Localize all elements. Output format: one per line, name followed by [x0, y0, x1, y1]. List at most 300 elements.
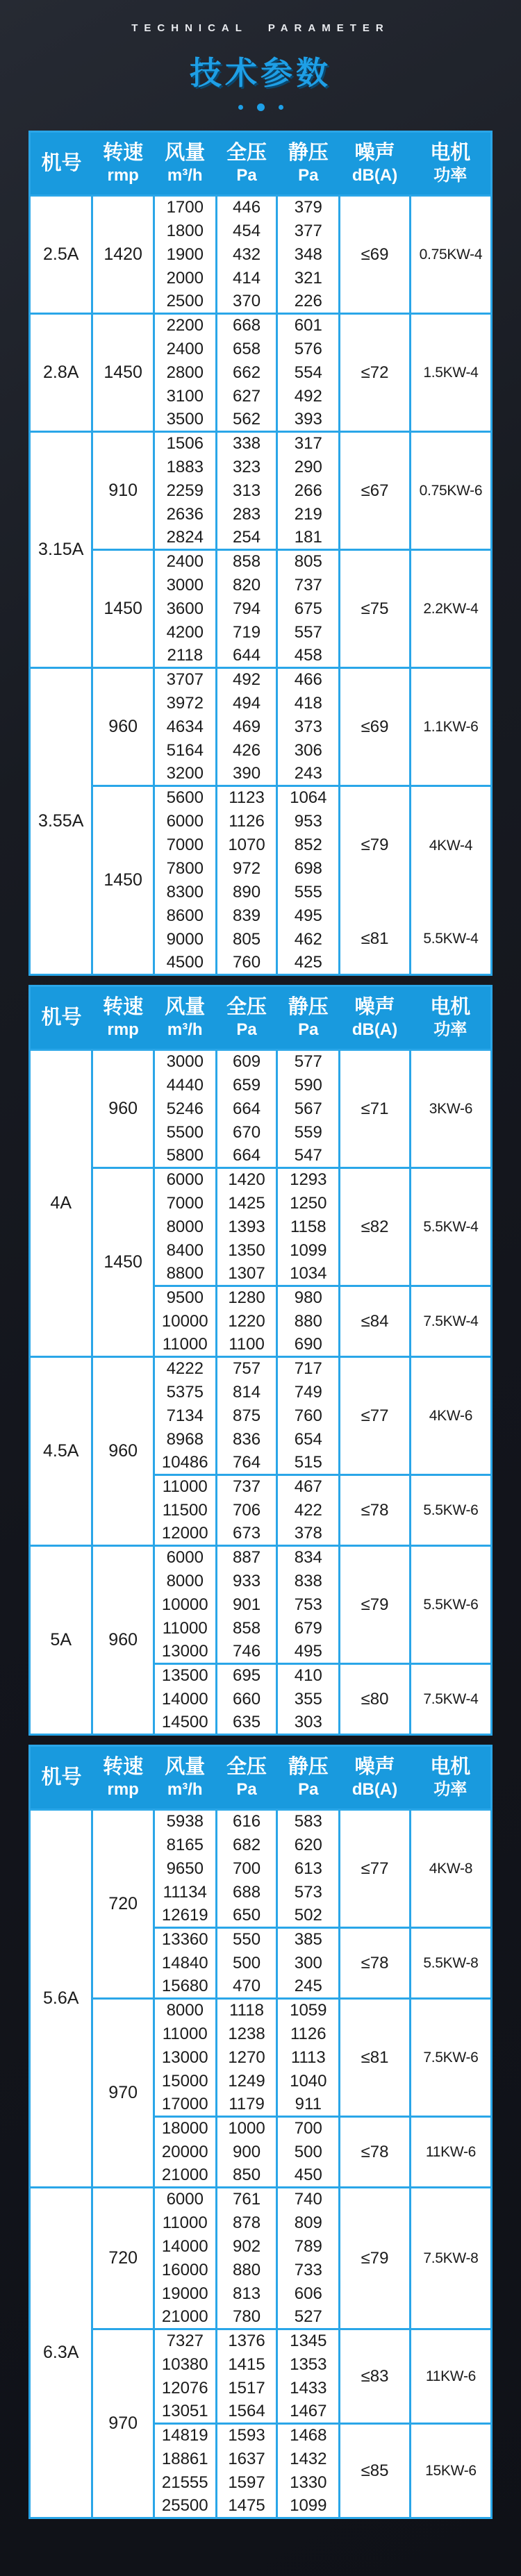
total-pressure-cell: 688 [216, 1881, 277, 1904]
flow-cell: 7327 [154, 2329, 216, 2353]
flow-cell: 4222 [154, 1357, 216, 1381]
total-pressure-cell: 890 [216, 881, 277, 904]
flow-cell: 13051 [154, 2400, 216, 2424]
column-header: 噪声 dB(A) [340, 1746, 411, 1810]
total-pressure-cell: 446 [216, 196, 277, 219]
static-pressure-cell: 500 [277, 2141, 340, 2164]
flow-cell: 8400 [154, 1239, 216, 1263]
static-pressure-cell: 373 [277, 715, 340, 739]
total-pressure-cell: 902 [216, 2235, 277, 2259]
static-pressure-cell: 422 [277, 1499, 340, 1522]
flow-cell: 2118 [154, 645, 216, 668]
static-pressure-cell: 527 [277, 2306, 340, 2329]
total-pressure-cell: 635 [216, 1711, 277, 1735]
static-pressure-cell: 378 [277, 1522, 340, 1546]
static-pressure-cell: 980 [277, 1286, 340, 1310]
flow-cell: 12076 [154, 2377, 216, 2400]
total-pressure-cell: 737 [216, 1475, 277, 1499]
flow-cell: 12619 [154, 1904, 216, 1928]
flow-cell: 7134 [154, 1404, 216, 1428]
flow-cell: 1700 [154, 196, 216, 219]
table-row [30, 1810, 492, 1834]
column-header: 静压 Pa [277, 986, 340, 1050]
motor-cell: 7.5KW-4 [410, 1286, 491, 1357]
table-row [30, 1168, 492, 1192]
total-pressure-cell: 660 [216, 1688, 277, 1711]
model-cell: 4.5A [30, 1357, 92, 1546]
flow-cell: 21000 [154, 2306, 216, 2329]
model-cell: 6.3A [30, 2188, 92, 2518]
static-pressure-cell: 1468 [277, 2424, 340, 2448]
total-pressure-cell: 901 [216, 1593, 277, 1617]
flow-cell: 8300 [154, 881, 216, 904]
flow-cell: 3707 [154, 668, 216, 692]
dot-icon [279, 105, 283, 110]
motor-cell: 1.5KW-4 [410, 314, 491, 432]
flow-cell: 14000 [154, 1688, 216, 1711]
column-header: 电机 功率 [410, 1746, 491, 1810]
table-row [30, 432, 492, 456]
total-pressure-cell: 858 [216, 550, 277, 574]
total-pressure-cell: 1220 [216, 1310, 277, 1333]
static-pressure-cell: 1064 [277, 786, 340, 810]
total-pressure-cell: 1118 [216, 1999, 277, 2022]
total-pressure-cell: 426 [216, 739, 277, 763]
noise-cell: ≤81 [340, 1999, 411, 2117]
total-pressure-cell: 470 [216, 1975, 277, 1999]
static-pressure-cell: 355 [277, 1688, 340, 1711]
column-header: 转速 rmp [92, 132, 154, 196]
static-pressure-cell: 675 [277, 597, 340, 621]
flow-cell: 5500 [154, 1121, 216, 1145]
tables-container [0, 131, 521, 2519]
model-cell: 2.8A [30, 314, 92, 432]
motor-cell: 2.2KW-4 [410, 550, 491, 668]
static-pressure-cell: 393 [277, 408, 340, 432]
table-row [30, 2188, 492, 2211]
static-pressure-cell: 1158 [277, 1215, 340, 1239]
flow-cell: 3972 [154, 692, 216, 715]
total-pressure-cell: 1000 [216, 2117, 277, 2141]
total-pressure-cell: 494 [216, 692, 277, 715]
static-pressure-cell: 458 [277, 645, 340, 668]
flow-cell: 11000 [154, 2211, 216, 2235]
flow-cell: 4200 [154, 621, 216, 645]
motor-cell: 5.5KW-4 [410, 1168, 491, 1286]
total-pressure-cell: 875 [216, 1404, 277, 1428]
total-pressure-cell: 627 [216, 385, 277, 408]
column-header: 转速 rmp [92, 986, 154, 1050]
flow-cell: 17000 [154, 2093, 216, 2117]
table-row [30, 550, 492, 574]
eyebrow-title: TECHNICAL PARAMETER [131, 22, 390, 34]
noise-cell: ≤78 [340, 2117, 411, 2188]
static-pressure-cell: 953 [277, 810, 340, 833]
model-cell: 3.55A [30, 668, 92, 975]
static-pressure-cell: 620 [277, 1834, 340, 1857]
total-pressure-cell: 338 [216, 432, 277, 456]
flow-cell: 21000 [154, 2164, 216, 2188]
noise-cell: ≤78 [340, 1928, 411, 1999]
flow-cell: 8600 [154, 904, 216, 928]
static-pressure-cell: 733 [277, 2259, 340, 2282]
flow-cell: 12000 [154, 1522, 216, 1546]
static-pressure-cell: 740 [277, 2188, 340, 2211]
static-pressure-cell: 1467 [277, 2400, 340, 2424]
total-pressure-cell: 719 [216, 621, 277, 645]
table-row [30, 1546, 492, 1570]
total-pressure-cell: 1100 [216, 1333, 277, 1357]
total-pressure-cell: 659 [216, 1074, 277, 1097]
static-pressure-cell: 467 [277, 1475, 340, 1499]
static-pressure-cell: 583 [277, 1810, 340, 1834]
table-row [30, 1050, 492, 1074]
total-pressure-cell: 550 [216, 1928, 277, 1952]
total-pressure-cell: 1126 [216, 810, 277, 833]
column-header: 全压 Pa [216, 1746, 277, 1810]
flow-cell: 1900 [154, 243, 216, 267]
noise-cell: ≤69 [340, 668, 411, 786]
noise-cell: ≤79 [340, 2188, 411, 2329]
flow-cell: 2400 [154, 338, 216, 361]
static-pressure-cell: 226 [277, 290, 340, 314]
total-pressure-cell: 390 [216, 763, 277, 786]
total-pressure-cell: 805 [216, 928, 277, 952]
total-pressure-cell: 1425 [216, 1192, 277, 1215]
static-pressure-cell: 462 [277, 928, 340, 952]
flow-cell: 11134 [154, 1881, 216, 1904]
noise-cell: ≤79 [340, 1546, 411, 1664]
static-pressure-cell: 679 [277, 1617, 340, 1640]
total-pressure-cell: 695 [216, 1664, 277, 1688]
flow-cell: 18000 [154, 2117, 216, 2141]
total-pressure-cell: 746 [216, 1640, 277, 1664]
static-pressure-cell: 495 [277, 904, 340, 928]
static-pressure-cell: 1330 [277, 2471, 340, 2495]
total-pressure-cell: 1179 [216, 2093, 277, 2117]
total-pressure-cell: 370 [216, 290, 277, 314]
flow-cell: 11000 [154, 2022, 216, 2046]
static-pressure-cell: 717 [277, 1357, 340, 1381]
total-pressure-cell: 850 [216, 2164, 277, 2188]
total-pressure-cell: 757 [216, 1357, 277, 1381]
total-pressure-cell: 609 [216, 1050, 277, 1074]
total-pressure-cell: 933 [216, 1570, 277, 1593]
static-pressure-cell: 502 [277, 1904, 340, 1928]
total-pressure-cell: 780 [216, 2306, 277, 2329]
spec-table-medium-models [28, 985, 493, 1736]
total-pressure-cell: 313 [216, 479, 277, 503]
static-pressure-cell: 495 [277, 1640, 340, 1664]
total-pressure-cell: 814 [216, 1381, 277, 1404]
flow-cell: 3200 [154, 763, 216, 786]
static-pressure-cell: 577 [277, 1050, 340, 1074]
motor-cell: 1.1KW-6 [410, 668, 491, 786]
total-pressure-cell: 900 [216, 2141, 277, 2164]
static-pressure-cell: 303 [277, 1711, 340, 1735]
static-pressure-cell: 690 [277, 1333, 340, 1357]
flow-cell: 5246 [154, 1097, 216, 1121]
flow-cell: 25500 [154, 2495, 216, 2518]
total-pressure-cell: 1420 [216, 1168, 277, 1192]
total-pressure-cell: 500 [216, 1952, 277, 1975]
static-pressure-cell: 880 [277, 1310, 340, 1333]
static-pressure-cell: 321 [277, 267, 340, 290]
static-pressure-cell: 547 [277, 1145, 340, 1168]
column-header: 电机 功率 [410, 986, 491, 1050]
static-pressure-cell: 737 [277, 574, 340, 597]
flow-cell: 5938 [154, 1810, 216, 1834]
static-pressure-cell: 852 [277, 833, 340, 857]
total-pressure-cell: 664 [216, 1145, 277, 1168]
total-pressure-cell: 670 [216, 1121, 277, 1145]
flow-cell: 4634 [154, 715, 216, 739]
total-pressure-cell: 1307 [216, 1263, 277, 1286]
static-pressure-cell: 559 [277, 1121, 340, 1145]
static-pressure-cell: 1433 [277, 2377, 340, 2400]
static-pressure-cell: 1113 [277, 2046, 340, 2070]
total-pressure-cell: 668 [216, 314, 277, 338]
motor-cell: 5.5KW-4 [410, 904, 491, 975]
flow-cell: 21555 [154, 2471, 216, 2495]
total-pressure-cell: 1597 [216, 2471, 277, 2495]
model-cell: 5A [30, 1546, 92, 1735]
flow-cell: 6000 [154, 1168, 216, 1192]
flow-cell: 5164 [154, 739, 216, 763]
total-pressure-cell: 673 [216, 1522, 277, 1546]
flow-cell: 5800 [154, 1145, 216, 1168]
noise-cell: ≤77 [340, 1810, 411, 1928]
flow-cell: 13000 [154, 1640, 216, 1664]
column-header: 机号 [30, 986, 92, 1050]
static-pressure-cell: 379 [277, 196, 340, 219]
column-header: 静压 Pa [277, 132, 340, 196]
flow-cell: 3000 [154, 574, 216, 597]
static-pressure-cell: 601 [277, 314, 340, 338]
flow-cell: 14000 [154, 2235, 216, 2259]
total-pressure-cell: 813 [216, 2282, 277, 2306]
total-pressure-cell: 1123 [216, 786, 277, 810]
static-pressure-cell: 567 [277, 1097, 340, 1121]
flow-cell: 16000 [154, 2259, 216, 2282]
static-pressure-cell: 317 [277, 432, 340, 456]
total-pressure-cell: 1238 [216, 2022, 277, 2046]
column-header: 噪声 dB(A) [340, 132, 411, 196]
noise-cell: ≤77 [340, 1357, 411, 1475]
flow-cell: 2500 [154, 290, 216, 314]
model-cell: 3.15A [30, 432, 92, 668]
total-pressure-cell: 664 [216, 1097, 277, 1121]
total-pressure-cell: 254 [216, 526, 277, 550]
static-pressure-cell: 1432 [277, 2448, 340, 2471]
total-pressure-cell: 323 [216, 456, 277, 479]
flow-cell: 11500 [154, 1499, 216, 1522]
flow-cell: 1883 [154, 456, 216, 479]
noise-cell: ≤82 [340, 1168, 411, 1286]
flow-cell: 3500 [154, 408, 216, 432]
motor-cell: 7.5KW-6 [410, 1999, 491, 2117]
total-pressure-cell: 887 [216, 1546, 277, 1570]
static-pressure-cell: 243 [277, 763, 340, 786]
flow-cell: 4500 [154, 952, 216, 975]
hero [0, 0, 521, 131]
flow-cell: 14500 [154, 1711, 216, 1735]
static-pressure-cell: 377 [277, 219, 340, 243]
static-pressure-cell: 911 [277, 2093, 340, 2117]
static-pressure-cell: 590 [277, 1074, 340, 1097]
static-pressure-cell: 554 [277, 361, 340, 385]
column-header: 风量 m³/h [154, 986, 216, 1050]
total-pressure-cell: 972 [216, 857, 277, 881]
total-pressure-cell: 878 [216, 2211, 277, 2235]
motor-cell: 5.5KW-6 [410, 1475, 491, 1546]
flow-cell: 9650 [154, 1857, 216, 1881]
static-pressure-cell: 450 [277, 2164, 340, 2188]
static-pressure-cell: 1034 [277, 1263, 340, 1286]
total-pressure-cell: 839 [216, 904, 277, 928]
static-pressure-cell: 606 [277, 2282, 340, 2306]
motor-cell: 15KW-6 [410, 2424, 491, 2518]
column-header: 噪声 dB(A) [340, 986, 411, 1050]
column-header: 风量 m³/h [154, 132, 216, 196]
static-pressure-cell: 809 [277, 2211, 340, 2235]
noise-cell: ≤84 [340, 1286, 411, 1357]
total-pressure-cell: 658 [216, 338, 277, 361]
static-pressure-cell: 466 [277, 668, 340, 692]
column-header: 机号 [30, 132, 92, 196]
flow-cell: 3600 [154, 597, 216, 621]
total-pressure-cell: 1564 [216, 2400, 277, 2424]
table-row [30, 1999, 492, 2022]
total-pressure-cell: 836 [216, 1428, 277, 1452]
static-pressure-cell: 1293 [277, 1168, 340, 1192]
rpm-cell: 720 [92, 1810, 154, 1999]
flow-cell: 3100 [154, 385, 216, 408]
static-pressure-cell: 1353 [277, 2353, 340, 2377]
flow-cell: 13000 [154, 2046, 216, 2070]
static-pressure-cell: 698 [277, 857, 340, 881]
flow-cell: 8800 [154, 1263, 216, 1286]
flow-cell: 2400 [154, 550, 216, 574]
flow-cell: 4440 [154, 1074, 216, 1097]
flow-cell: 10380 [154, 2353, 216, 2377]
static-pressure-cell: 245 [277, 1975, 340, 1999]
total-pressure-cell: 764 [216, 1452, 277, 1475]
rpm-cell: 1450 [92, 786, 154, 975]
total-pressure-cell: 1249 [216, 2070, 277, 2093]
static-pressure-cell: 834 [277, 1546, 340, 1570]
flow-cell: 10000 [154, 1593, 216, 1617]
flow-cell: 19000 [154, 2282, 216, 2306]
total-pressure-cell: 1637 [216, 2448, 277, 2471]
motor-cell: 4KW-4 [410, 786, 491, 904]
flow-cell: 1800 [154, 219, 216, 243]
rpm-cell: 960 [92, 1050, 154, 1168]
total-pressure-cell: 650 [216, 1904, 277, 1928]
model-cell: 4A [30, 1050, 92, 1357]
motor-cell: 0.75KW-6 [410, 432, 491, 550]
motor-cell: 7.5KW-8 [410, 2188, 491, 2329]
flow-cell: 8165 [154, 1834, 216, 1857]
static-pressure-cell: 410 [277, 1664, 340, 1688]
flow-cell: 2636 [154, 503, 216, 526]
static-pressure-cell: 573 [277, 1881, 340, 1904]
total-pressure-cell: 454 [216, 219, 277, 243]
total-pressure-cell: 700 [216, 1857, 277, 1881]
table-row [30, 786, 492, 810]
total-pressure-cell: 820 [216, 574, 277, 597]
static-pressure-cell: 425 [277, 952, 340, 975]
flow-cell: 11000 [154, 1333, 216, 1357]
noise-cell: ≤79 [340, 786, 411, 904]
model-cell: 5.6A [30, 1810, 92, 2188]
page-title: 技术参数 [190, 55, 331, 91]
total-pressure-cell: 761 [216, 2188, 277, 2211]
static-pressure-cell: 555 [277, 881, 340, 904]
flow-cell: 7000 [154, 833, 216, 857]
flow-cell: 18861 [154, 2448, 216, 2471]
flow-cell: 13360 [154, 1928, 216, 1952]
dot-icon [238, 105, 243, 110]
flow-cell: 14840 [154, 1952, 216, 1975]
flow-cell: 9500 [154, 1286, 216, 1310]
motor-cell: 4KW-6 [410, 1357, 491, 1475]
static-pressure-cell: 654 [277, 1428, 340, 1452]
static-pressure-cell: 515 [277, 1452, 340, 1475]
static-pressure-cell: 290 [277, 456, 340, 479]
total-pressure-cell: 1415 [216, 2353, 277, 2377]
total-pressure-cell: 1270 [216, 2046, 277, 2070]
total-pressure-cell: 1593 [216, 2424, 277, 2448]
total-pressure-cell: 1376 [216, 2329, 277, 2353]
total-pressure-cell: 662 [216, 361, 277, 385]
motor-cell: 11KW-6 [410, 2117, 491, 2188]
static-pressure-cell: 613 [277, 1857, 340, 1881]
noise-cell: ≤78 [340, 1475, 411, 1546]
static-pressure-cell: 749 [277, 1381, 340, 1404]
rpm-cell: 1450 [92, 550, 154, 668]
noise-cell: ≤69 [340, 196, 411, 314]
flow-cell: 2259 [154, 479, 216, 503]
total-pressure-cell: 706 [216, 1499, 277, 1522]
total-pressure-cell: 1393 [216, 1215, 277, 1239]
total-pressure-cell: 562 [216, 408, 277, 432]
flow-cell: 6000 [154, 810, 216, 833]
total-pressure-cell: 492 [216, 668, 277, 692]
total-pressure-cell: 432 [216, 243, 277, 267]
total-pressure-cell: 760 [216, 952, 277, 975]
table-row [30, 1357, 492, 1381]
flow-cell: 2824 [154, 526, 216, 550]
total-pressure-cell: 682 [216, 1834, 277, 1857]
static-pressure-cell: 1059 [277, 1999, 340, 2022]
rpm-cell: 720 [92, 2188, 154, 2329]
noise-cell: ≤67 [340, 432, 411, 550]
total-pressure-cell: 1280 [216, 1286, 277, 1310]
noise-cell: ≤75 [340, 550, 411, 668]
total-pressure-cell: 858 [216, 1617, 277, 1640]
rpm-cell: 1450 [92, 1168, 154, 1357]
noise-cell: ≤81 [340, 904, 411, 975]
total-pressure-cell: 1070 [216, 833, 277, 857]
static-pressure-cell: 1040 [277, 2070, 340, 2093]
flow-cell: 5600 [154, 786, 216, 810]
total-pressure-cell: 644 [216, 645, 277, 668]
static-pressure-cell: 492 [277, 385, 340, 408]
rpm-cell: 960 [92, 668, 154, 786]
motor-cell: 4KW-8 [410, 1810, 491, 1928]
total-pressure-cell: 1517 [216, 2377, 277, 2400]
